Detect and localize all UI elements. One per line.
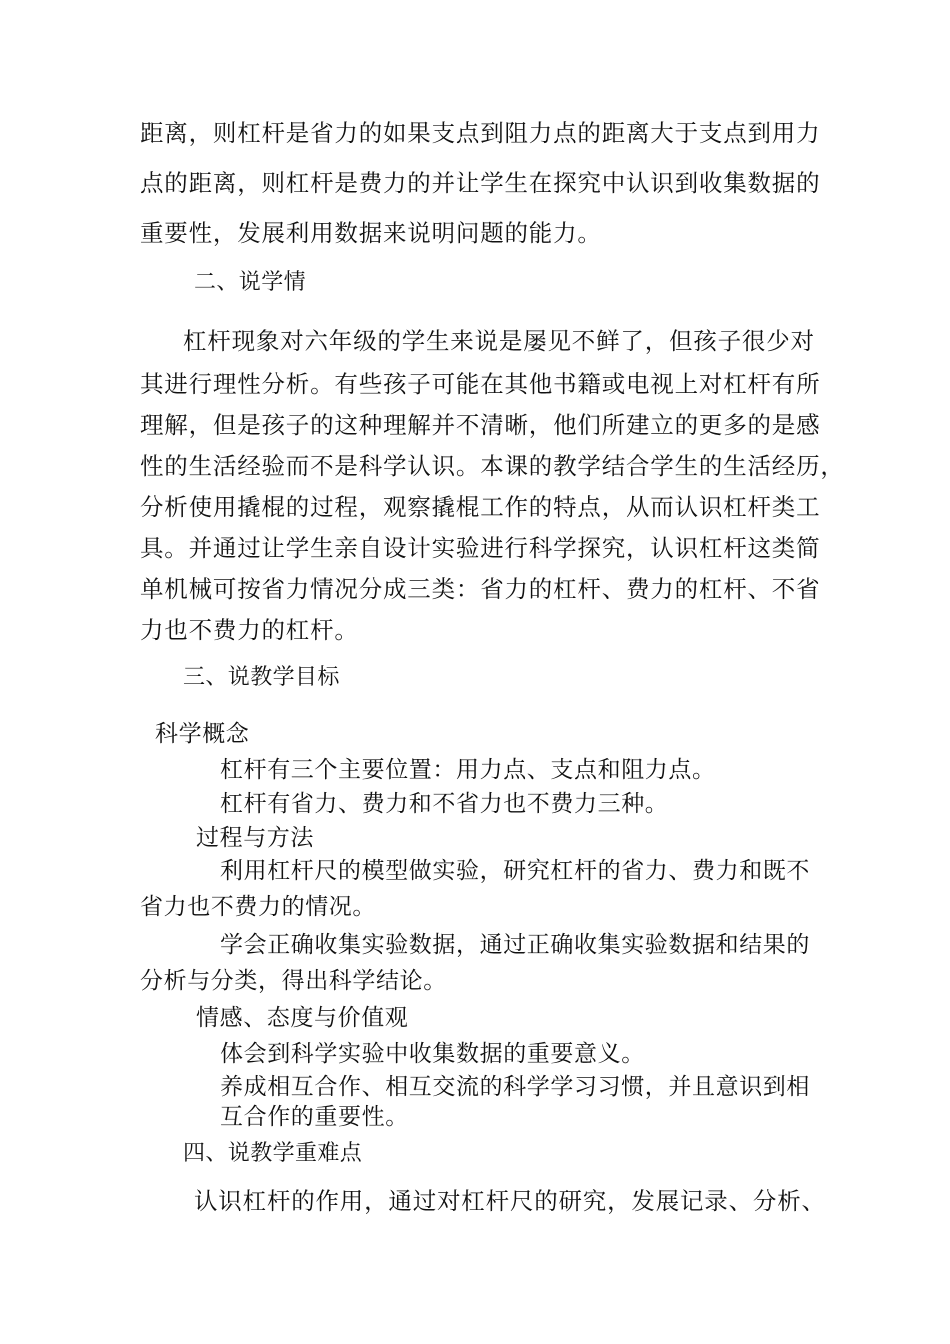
goal-item: 利用杠杆尺的模型做实验，研究杠杆的省力、费力和既不 [220,858,810,884]
paragraph-line: 距离，则杠杆是省力的如果支点到阻力点的距离大于支点到用力 [140,119,821,147]
paragraph-line: 单机械可按省力情况分成三类：省力的杠杆、费力的杠杆、不省 [140,575,821,603]
paragraph-line: 杠杆现象对六年级的学生来说是屡见不鲜了，但孩子很少对 [183,327,815,355]
section-heading-2: 二、说学情 [194,270,307,295]
paragraph-line: 性的生活经验而不是科学认识。本课的教学结合学生的生活经历， [140,452,845,480]
goal-item: 杠杆有三个主要位置：用力点、支点和阻力点。 [220,757,716,783]
paragraph-line: 认识杠杆的作用，通过对杠杆尺的研究，发展记录、分析、 [194,1187,826,1215]
section-heading-3: 三、说教学目标 [183,665,340,690]
goal-item: 杠杆有省力、费力和不省力也不费力三种。 [220,791,669,817]
goal-item: 互合作的重要性。 [220,1104,409,1130]
goal-item: 省力也不费力的情况。 [140,894,376,920]
paragraph-line: 重要性，发展利用数据来说明问题的能力。 [140,219,602,247]
paragraph-line: 具。并通过让学生亲自设计实验进行科学探究，认识杠杆这类简 [140,534,821,562]
subheading-science-concepts: 科学概念 [155,721,250,747]
paragraph-line: 其进行理性分析。有些孩子可能在其他书籍或电视上对杠杆有所 [140,370,821,398]
goal-item: 体会到科学实验中收集数据的重要意义。 [220,1041,645,1067]
section-heading-4: 四、说教学重难点 [183,1141,363,1166]
subheading-process-method: 过程与方法 [196,825,314,851]
goal-item: 学会正确收集实验数据，通过正确收集实验数据和结果的 [220,932,810,958]
paragraph-line: 力也不费力的杠杆。 [140,616,359,644]
paragraph-line: 点的距离，则杠杆是费力的并让学生在探究中认识到收集数据的 [140,169,821,197]
paragraph-line: 理解，但是孩子的这种理解并不清晰，他们所建立的更多的是感 [140,411,821,439]
subheading-emotion-values: 情感、态度与价值观 [196,1005,409,1031]
goal-item: 分析与分类，得出科学结论。 [140,968,447,994]
paragraph-line: 分析使用撬棍的过程，观察撬棍工作的特点，从而认识杠杆类工 [140,493,821,521]
goal-item: 养成相互合作、相互交流的科学学习习惯，并且意识到相 [220,1074,810,1100]
